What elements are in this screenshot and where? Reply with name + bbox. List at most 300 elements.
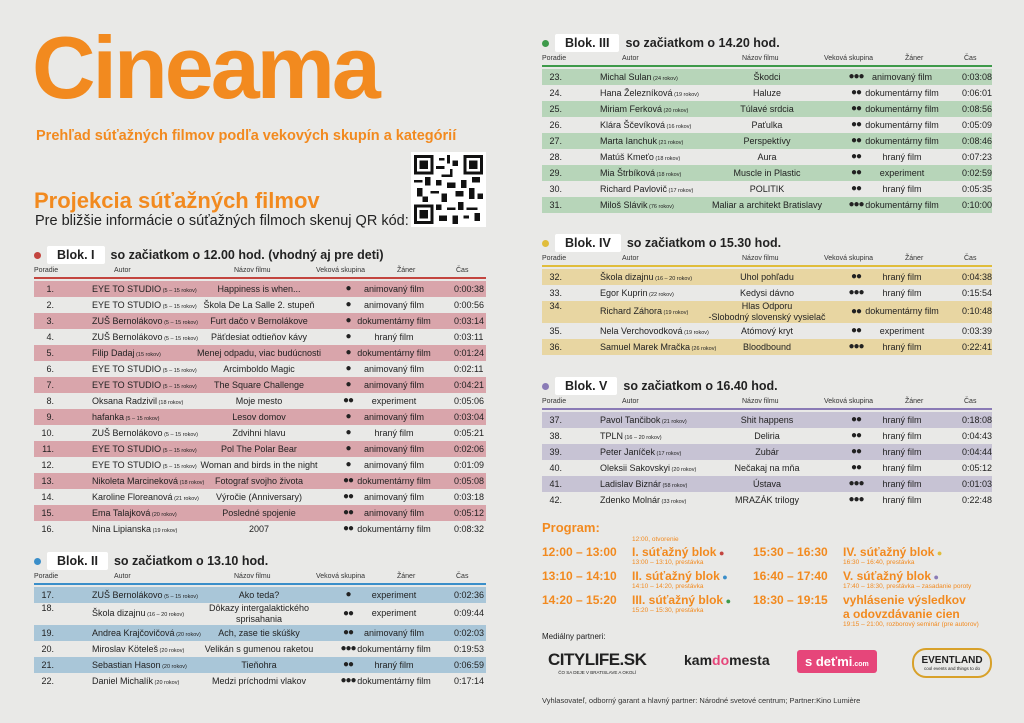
- row-number: 40.: [549, 463, 562, 473]
- row-number: 41.: [549, 479, 562, 489]
- row-author: EYE TO STUDIO (5 – 15 rokov): [92, 364, 197, 374]
- age-group-dots: ●●: [850, 151, 862, 162]
- program-title: Program:: [542, 520, 600, 535]
- age-group-dots: ●●●: [340, 675, 356, 686]
- row-author: Škola dizajnu (16 – 20 rokov): [92, 608, 185, 618]
- age-group-dots: ●: [345, 315, 351, 326]
- age-group-dots: ●: [345, 363, 351, 374]
- col-poradie: Poradie: [542, 55, 567, 62]
- col-zaner: Žáner: [397, 267, 416, 274]
- citylife-logo[interactable]: CITYLIFE.SK ČO SA DEJE V BRATISLAVE A OKOLÍ: [548, 650, 647, 675]
- qr-code[interactable]: [411, 152, 486, 227]
- row-time: 0:08:46: [962, 136, 993, 146]
- program-item: [542, 569, 728, 590]
- row-author: Zdenko Molnár (33 rokov): [600, 495, 687, 505]
- block-dot-icon: [542, 383, 549, 390]
- row-film: Paťulka: [751, 120, 783, 130]
- table-row[interactable]: [34, 587, 486, 603]
- table-row[interactable]: [34, 313, 486, 329]
- film-table: [542, 412, 992, 508]
- row-genre: dokumentárny film: [865, 88, 939, 98]
- row-film: POLITIK: [749, 184, 785, 194]
- table-row[interactable]: [542, 285, 992, 301]
- table-row[interactable]: [542, 323, 992, 339]
- row-genre: hraný film: [882, 415, 922, 425]
- row-number: 3.: [46, 316, 54, 326]
- age-group-dots: ●: [345, 411, 351, 422]
- row-author: Peter Janíček (17 rokov): [600, 447, 682, 457]
- film-table: [542, 69, 992, 213]
- block-title: so začiatkom o 16.40 hod.: [623, 379, 778, 393]
- table-row[interactable]: [34, 297, 486, 313]
- row-author: Škola dizajnu (16 – 20 rokov): [600, 272, 693, 282]
- block-tag: Blok. III: [555, 34, 619, 52]
- row-genre: dokumentárny film: [865, 306, 939, 316]
- row-film: Muscle in Plastic: [733, 168, 801, 178]
- col-vek: Veková skupina: [824, 398, 874, 405]
- table-row[interactable]: [542, 476, 992, 492]
- row-number: 1.: [46, 284, 54, 294]
- table-row[interactable]: [542, 301, 992, 323]
- age-group-dots: ●●●: [340, 643, 356, 654]
- row-time: 0:22:48: [962, 495, 993, 505]
- row-time: 0:04:44: [962, 447, 993, 457]
- row-author: Nina Lipianska (19 rokov): [92, 524, 178, 534]
- row-film: MRAZÁK trilogy: [734, 495, 799, 505]
- row-time: 0:03:39: [962, 326, 993, 336]
- film-table: [34, 587, 486, 689]
- row-time: 0:03:11: [454, 332, 484, 342]
- row-film: Perspektívy: [743, 136, 791, 146]
- block-header: [542, 34, 992, 52]
- row-film: Moje mesto: [235, 396, 283, 406]
- row-genre: animovaný film: [363, 460, 425, 470]
- row-genre: hraný film: [882, 463, 922, 473]
- block-block4: [542, 234, 992, 355]
- row-number: 16.: [41, 524, 54, 534]
- row-film: Velikán s gumenou raketou: [204, 644, 314, 654]
- row-film: Atómový kryt: [740, 326, 793, 336]
- row-number: 21.: [41, 660, 54, 670]
- row-number: 12.: [41, 460, 54, 470]
- row-film: Tieňohra: [241, 660, 277, 670]
- row-time: 0:01:03: [962, 479, 993, 489]
- table-row[interactable]: [542, 444, 992, 460]
- row-film: Bloodbound: [742, 342, 792, 352]
- row-author: Miroslav Köteleš (20 rokov): [92, 644, 185, 654]
- table-row[interactable]: [34, 489, 486, 505]
- table-row[interactable]: [34, 521, 486, 537]
- program-note: 14:10 – 14:20, prestávka: [632, 583, 704, 590]
- row-number: 24.: [549, 88, 562, 98]
- program-label: IV. súťažný blok ● 16:30 – 16:40, prestávka: [843, 545, 943, 566]
- row-film: Päťdesiat odtieňov kávy: [211, 332, 307, 342]
- row-author: Ladislav Biznár (58 rokov): [600, 479, 688, 489]
- row-author: Miloš Slávik (76 rokov): [600, 200, 674, 210]
- col-cas: Čas: [456, 573, 469, 580]
- row-author: EYE TO STUDIO (5 – 15 rokov): [92, 284, 197, 294]
- table-row[interactable]: [34, 409, 486, 425]
- row-number: 42.: [549, 495, 562, 505]
- row-genre: hraný film: [882, 184, 922, 194]
- row-film: Shit happens: [740, 415, 794, 425]
- row-number: 20.: [41, 644, 54, 654]
- row-film: Posledné spojenie: [222, 508, 296, 518]
- table-row[interactable]: [542, 149, 992, 165]
- age-group-dots: ●●: [850, 462, 862, 473]
- block-dot-icon: [542, 240, 549, 247]
- row-time: 0:06:01: [962, 88, 993, 98]
- col-zaner: Žáner: [397, 573, 416, 580]
- program-dot-icon: ●: [931, 572, 939, 582]
- block-tag: Blok. IV: [555, 234, 621, 252]
- row-time: 0:03:04: [454, 412, 485, 422]
- row-number: 32.: [549, 272, 562, 282]
- header-rule: [34, 277, 486, 279]
- row-genre: animovaný film: [363, 444, 425, 454]
- row-film: Výročie (Anniversary): [215, 492, 303, 502]
- table-row[interactable]: [34, 641, 486, 657]
- row-time: 0:00:38: [454, 284, 485, 294]
- row-film: Zubár: [755, 447, 779, 457]
- row-film: Woman and birds in the night: [200, 460, 318, 470]
- program-label: I. súťažný blok ● 13:00 – 13:10, prestávka: [632, 545, 725, 566]
- table-row[interactable]: [542, 492, 992, 508]
- row-author: Oksana Radzivil (18 rokov): [92, 396, 184, 406]
- row-time: 0:08:32: [454, 524, 485, 534]
- column-headers: [542, 55, 992, 65]
- header-rule: [542, 408, 992, 410]
- row-author: Egor Kuprin (22 rokov): [600, 288, 674, 298]
- row-film: Uhol pohľadu: [740, 272, 794, 282]
- row-time: 0:06:59: [454, 660, 485, 670]
- table-row[interactable]: [34, 393, 486, 409]
- row-time: 0:05:12: [454, 508, 485, 518]
- row-genre: dokumentárny film: [357, 524, 431, 534]
- col-vek: Veková skupina: [316, 573, 366, 580]
- row-time: 0:02:59: [962, 168, 993, 178]
- col-autor: Autor: [114, 267, 131, 274]
- row-author: Matúš Kmeťo (18 rokov): [600, 152, 681, 162]
- col-cas: Čas: [456, 267, 469, 274]
- row-genre: animovaný film: [363, 492, 425, 502]
- row-number: 5.: [46, 348, 54, 358]
- table-row[interactable]: [34, 603, 486, 625]
- age-group-dots: ●●●: [848, 71, 864, 82]
- age-group-dots: ●●: [850, 87, 862, 98]
- row-time: 0:03:08: [962, 72, 993, 82]
- row-author: EYE TO STUDIO (5 – 15 rokov): [92, 460, 197, 470]
- row-time: 0:10:00: [962, 200, 993, 210]
- row-author: EYE TO STUDIO (5 – 15 rokov): [92, 444, 197, 454]
- header-rule: [542, 65, 992, 67]
- program-dot-icon: ●: [934, 548, 943, 558]
- subtitle: Prehľad súťažných filmov podľa vekových skupín a kategórií: [36, 128, 457, 144]
- age-group-dots: ●: [345, 283, 351, 294]
- table-row[interactable]: [542, 181, 992, 197]
- row-author: Pavol Tančibok (21 rokov): [600, 415, 687, 425]
- col-poradie: Poradie: [542, 398, 567, 405]
- row-film: Škola De La Salle 2. stupeň: [203, 300, 315, 310]
- age-group-dots: ●●: [850, 103, 862, 114]
- program-item: [542, 536, 725, 566]
- age-group-dots: ●: [345, 589, 351, 600]
- block-header: [34, 246, 486, 264]
- row-author: ZUŠ Bernolákovo (5 – 15 rokov): [92, 590, 199, 600]
- row-author: hafanka (5 – 15 rokov): [92, 412, 160, 422]
- block-block1: [34, 246, 486, 537]
- row-time: 0:04:38: [962, 272, 993, 282]
- row-author: Nikoleta Marcineková (18 rokov): [92, 476, 205, 486]
- age-group-dots: ●: [345, 299, 351, 310]
- column-headers: [542, 255, 992, 265]
- col-nazov: Názov filmu: [234, 573, 271, 580]
- row-number: 38.: [549, 431, 562, 441]
- row-genre: experiment: [371, 608, 417, 618]
- age-group-dots: ●●: [342, 507, 354, 518]
- row-author: Oleksii Sakovskyi (20 rokov): [600, 463, 697, 473]
- row-number: 35.: [549, 326, 562, 336]
- row-author: ZUŠ Bernolákovo (5 – 15 rokov): [92, 332, 199, 342]
- col-poradie: Poradie: [34, 267, 59, 274]
- header-rule: [542, 265, 992, 267]
- row-time: 0:10:48: [962, 306, 993, 316]
- row-time: 0:00:56: [454, 300, 485, 310]
- table-row[interactable]: [34, 329, 486, 345]
- program-dot-icon: ●: [716, 548, 725, 558]
- row-number: 30.: [549, 184, 562, 194]
- row-film: Aura: [757, 152, 777, 162]
- footer: Vyhlasovateľ, odborný garant a hlavný partner: Národné svetové centrum; Partner:Kino Lumière: [542, 696, 861, 705]
- row-film: Arcimboldo Magic: [223, 364, 295, 374]
- row-time: 0:08:56: [962, 104, 993, 114]
- row-time: 0:02:06: [454, 444, 485, 454]
- col-vek: Veková skupina: [824, 255, 874, 262]
- row-genre: hraný film: [882, 272, 922, 282]
- row-number: 28.: [549, 152, 562, 162]
- table-row[interactable]: [34, 625, 486, 641]
- program-time: 16:40 – 17:40: [753, 569, 828, 583]
- sdetmi-logo[interactable]: s deťmi.com: [797, 650, 877, 673]
- program-label: III. súťažný blok ● 15:20 – 15:30, prestávka: [632, 593, 732, 614]
- block-block3: [542, 34, 992, 213]
- program-time: 13:10 – 14:10: [542, 569, 617, 583]
- age-group-dots: ●●: [850, 119, 862, 130]
- row-author: Miriam Ferková (20 rokov): [600, 104, 689, 114]
- row-author: EYE TO STUDIO (5 – 15 rokov): [92, 300, 197, 310]
- table-row[interactable]: [34, 281, 486, 297]
- table-row[interactable]: [542, 460, 992, 476]
- row-genre: hraný film: [882, 152, 922, 162]
- table-row[interactable]: [542, 412, 992, 428]
- col-poradie: Poradie: [542, 255, 567, 262]
- col-autor: Autor: [622, 255, 639, 262]
- row-number: 33.: [549, 288, 562, 298]
- age-group-dots: ●●: [342, 627, 354, 638]
- qr-info: Pre bližšie informácie o súťažných filmoch skenuj QR kód:: [35, 213, 409, 229]
- row-genre: hraný film: [882, 342, 922, 352]
- row-genre: dokumentárny film: [357, 476, 431, 486]
- row-author: Hana Železníková (19 rokov): [600, 88, 699, 98]
- table-row[interactable]: [34, 673, 486, 689]
- projection-title: Projekcia súťažných filmov: [34, 188, 320, 213]
- row-film: Kedysi dávno: [739, 288, 795, 298]
- row-author: Sebastian Hason (20 rokov): [92, 660, 187, 670]
- row-genre: hraný film: [882, 288, 922, 298]
- film-table: [34, 281, 486, 537]
- row-genre: dokumentárny film: [357, 348, 431, 358]
- program-note: 16:30 – 16:40, prestávka: [843, 559, 915, 566]
- column-headers: [34, 267, 486, 277]
- age-group-dots: ●●●: [848, 341, 864, 352]
- table-row[interactable]: [34, 657, 486, 673]
- table-row[interactable]: [34, 457, 486, 473]
- age-group-dots: ●●: [850, 306, 862, 317]
- header-rule: [34, 583, 486, 585]
- table-row[interactable]: [542, 197, 992, 213]
- row-time: 0:03:14: [454, 316, 485, 326]
- program-item: [753, 593, 979, 628]
- age-group-dots: ●●: [342, 475, 354, 486]
- row-genre: hraný film: [882, 431, 922, 441]
- row-film: The Square Challenge: [213, 380, 305, 390]
- program-item: [542, 593, 731, 614]
- row-genre: animovaný film: [871, 72, 933, 82]
- col-nazov: Názov filmu: [234, 267, 271, 274]
- table-row[interactable]: [542, 117, 992, 133]
- row-genre: dokumentárny film: [865, 136, 939, 146]
- program-time: 18:30 – 19:15: [753, 593, 828, 607]
- row-number: 18.: [41, 603, 54, 613]
- row-author: Richard Záhora (19 rokov): [600, 306, 689, 316]
- col-zaner: Žáner: [905, 398, 924, 405]
- row-genre: animovaný film: [363, 300, 425, 310]
- row-time: 0:05:21: [454, 428, 485, 438]
- age-group-dots: ●●●: [848, 478, 864, 489]
- row-number: 22.: [41, 676, 54, 686]
- col-nazov: Názov filmu: [742, 398, 779, 405]
- table-row[interactable]: [542, 269, 992, 285]
- age-group-dots: ●●: [342, 659, 354, 670]
- table-row[interactable]: [542, 428, 992, 444]
- block-title: so začiatkom o 14.20 hod.: [625, 36, 780, 50]
- row-genre: hraný film: [882, 495, 922, 505]
- block-dot-icon: [34, 558, 41, 565]
- table-row[interactable]: [542, 85, 992, 101]
- row-genre: dokumentárny film: [357, 316, 431, 326]
- block-block2: [34, 552, 486, 689]
- row-time: 0:18:08: [962, 415, 993, 425]
- row-number: 36.: [549, 342, 562, 352]
- table-row[interactable]: [34, 377, 486, 393]
- row-film: Ako teda?: [238, 590, 280, 600]
- row-number: 13.: [41, 476, 54, 486]
- eventland-logo[interactable]: EVENTLAND cool events and things to do: [912, 648, 992, 678]
- row-number: 17.: [41, 590, 54, 600]
- row-genre: dokumentárny film: [865, 104, 939, 114]
- row-film: Fotograf svojho života: [214, 476, 304, 486]
- row-time: 0:22:41: [962, 342, 993, 352]
- row-genre: dokumentárny film: [865, 120, 939, 130]
- table-row[interactable]: [34, 425, 486, 441]
- program-time: 12:00 – 13:00: [542, 545, 617, 559]
- row-genre: experiment: [371, 396, 417, 406]
- program-item: [753, 569, 971, 590]
- table-row[interactable]: [542, 101, 992, 117]
- row-film: Túlavé srdcia: [740, 104, 794, 114]
- block-title: so začiatkom o 12.00 hod. (vhodný aj pre deti): [110, 248, 384, 262]
- table-row[interactable]: [542, 339, 992, 355]
- row-number: 31.: [549, 200, 562, 210]
- row-film: Furt dačo v Bernolákove: [210, 316, 308, 326]
- table-row[interactable]: [542, 133, 992, 149]
- row-author: Samuel Marek Mračka (26 rokov): [600, 342, 717, 352]
- col-autor: Autor: [114, 573, 131, 580]
- table-row[interactable]: [34, 505, 486, 521]
- row-film: Ach, zase tie skúšky: [218, 628, 300, 638]
- program-dot-icon: ●: [723, 596, 732, 606]
- row-number: 39.: [549, 447, 562, 457]
- row-number: 10.: [41, 428, 54, 438]
- block-tag: Blok. II: [47, 552, 108, 570]
- row-genre: dokumentárny film: [357, 644, 431, 654]
- row-genre: experiment: [879, 168, 925, 178]
- program-note: 19:15 – 21:00, rozborový seminár (pre autorov): [843, 621, 979, 628]
- col-cas: Čas: [964, 398, 977, 405]
- age-group-dots: ●: [345, 331, 351, 342]
- row-number: 2.: [46, 300, 54, 310]
- column-headers: [34, 573, 486, 583]
- table-row[interactable]: [34, 361, 486, 377]
- table-row[interactable]: [34, 345, 486, 361]
- program-time: 15:30 – 16:30: [753, 545, 828, 559]
- block-block5: [542, 377, 992, 508]
- kamdomesta-logo[interactable]: kamdomesta: [684, 652, 770, 668]
- row-genre: hraný film: [374, 428, 414, 438]
- row-film: 2007: [248, 524, 270, 534]
- row-genre: dokumentárny film: [357, 676, 431, 686]
- block-header: [542, 377, 992, 395]
- table-row[interactable]: [34, 473, 486, 489]
- col-autor: Autor: [622, 55, 639, 62]
- row-genre: animovaný film: [363, 628, 425, 638]
- program-item: [753, 545, 942, 566]
- row-author: Daniel Michalík (20 rokov): [92, 676, 180, 686]
- table-row[interactable]: [542, 165, 992, 181]
- program-label: vyhlásenie výsledkov a odovzdávanie cien 19:15 – 21:00, rozborový seminár (pre autorov): [843, 593, 979, 628]
- row-time: 0:04:21: [454, 380, 485, 390]
- block-dot-icon: [34, 252, 41, 259]
- film-table: [542, 269, 992, 355]
- table-row[interactable]: [34, 441, 486, 457]
- age-group-dots: ●: [345, 347, 351, 358]
- age-group-dots: ●●●: [848, 494, 864, 505]
- age-group-dots: ●●: [850, 414, 862, 425]
- row-number: 34.: [549, 301, 562, 311]
- row-number: 6.: [46, 364, 54, 374]
- block-header: [34, 552, 486, 570]
- table-row[interactable]: [542, 69, 992, 85]
- row-author: Andrea Krajčovičová (20 rokov): [92, 628, 201, 638]
- row-time: 0:01:09: [454, 460, 485, 470]
- row-author: EYE TO STUDIO (5 – 15 rokov): [92, 380, 197, 390]
- row-number: 8.: [46, 396, 54, 406]
- row-time: 0:02:11: [454, 364, 484, 374]
- row-number: 11.: [42, 444, 54, 454]
- row-time: 0:04:43: [962, 431, 993, 441]
- row-time: 0:05:06: [454, 396, 485, 406]
- program-label: II. súťažný blok ● 14:10 – 14:20, prestávka: [632, 569, 728, 590]
